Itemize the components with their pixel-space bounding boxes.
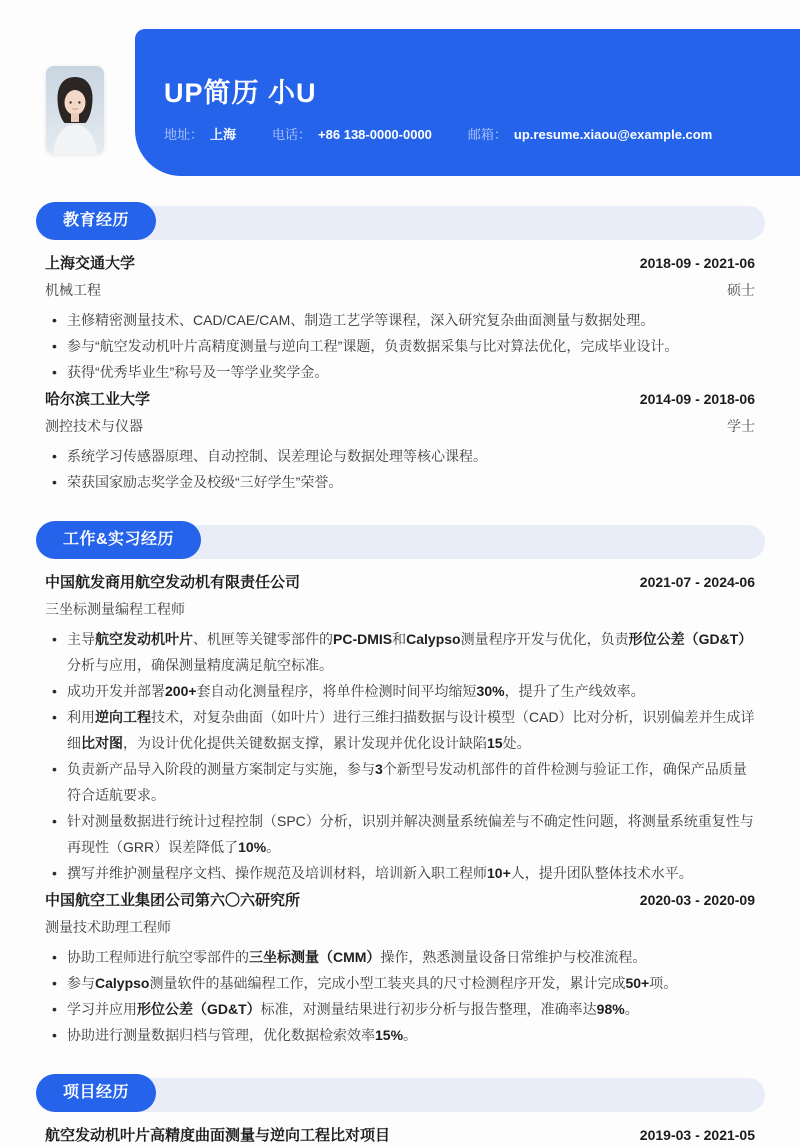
bullet-item: • 学习并应用形位公差（GD&T）标准，对测量结果进行初步分析与报告整理，准确率达98%。 [45, 996, 755, 1022]
entry-degree: 学士 [727, 418, 755, 434]
entry-sub-row [45, 599, 755, 619]
portrait-illustration [46, 66, 104, 154]
bullet-list [45, 944, 755, 1048]
bullet-item: • 荣获国家励志奖学金及校级“三好学生”荣誉。 [45, 469, 755, 495]
address-label: 地址： [164, 127, 204, 142]
email-value: up.resume.xiaou@example.com [513, 127, 713, 142]
bullet-item: • 获得“优秀毕业生”称号及一等学业奖学金。 [45, 359, 755, 385]
bullet-list [45, 626, 755, 886]
entry-title: 航空发动机叶片高精度曲面测量与逆向工程比对项目 [45, 1127, 391, 1144]
bullet-item: • 协助进行测量数据归档与管理，优化数据检索效率15%。 [45, 1022, 755, 1048]
entry-subtitle: 测量技术助理工程师 [45, 919, 171, 935]
entry [45, 890, 755, 1048]
entry-subtitle: 测控技术与仪器 [45, 418, 143, 434]
entry-header-row [45, 389, 755, 410]
entry [45, 389, 755, 495]
bullet-item: • 主修精密测量技术、CAD/CAE/CAM、制造工艺学等课程，深入研究复杂曲面测量与数据处理。 [45, 307, 755, 333]
entry-header-row [45, 253, 755, 274]
phone-value: +86 138-0000-0000 [318, 127, 432, 142]
section-entries [45, 253, 755, 495]
entry-degree: 硕士 [727, 282, 755, 298]
contact-address [164, 126, 236, 143]
entry-header-row [45, 1125, 755, 1146]
entry-date: 2019-03 - 2021-05 [639, 1127, 755, 1143]
entry-title: 中国航空工业集团公司第六〇六研究所 [45, 892, 301, 909]
entry-date: 2018-09 - 2021-06 [639, 255, 755, 271]
bullet-item: • 成功开发并部署200+套自动化测量程序，将单件检测时间平均缩短30%，提升了生产线效率。 [45, 678, 755, 704]
contact-phone [272, 126, 432, 143]
section-entries [45, 572, 755, 1048]
bullet-item: • 针对测量数据进行统计过程控制（SPC）分析，识别并解决测量系统偏差与不确定性问题，将测量系统重复性与再现性（GRR）误差降低了10%。 [45, 808, 755, 860]
bullet-item: • 利用逆向工程技术，对复杂曲面（如叶片）进行三维扫描数据与设计模型（CAD）比对分析，识别偏差并生成详细比对图，为设计优化提供关键数据支撑，累计发现并优化设计缺陷15处。 [45, 704, 755, 756]
bullet-item: • 参与“航空发动机叶片高精度测量与逆向工程”课题，负责数据采集与比对算法优化，完成毕业设计。 [45, 333, 755, 359]
entry [45, 572, 755, 886]
entry-sub-row [45, 416, 755, 436]
resume-section [0, 202, 800, 495]
bullet-item: • 协助工程师进行航空零部件的三坐标测量（CMM）操作，熟悉测量设备日常维护与校准流程。 [45, 944, 755, 970]
bullet-item: • 主导航空发动机叶片、机匣等关键零部件的PC-DMIS和Calypso测量程序开发与优化，负责形位公差（GD&T）分析与应用，确保测量精度满足航空标准。 [45, 626, 755, 678]
resume-section [0, 521, 800, 1048]
address-value: 上海 [210, 127, 237, 142]
entry-subtitle: 机械工程 [45, 282, 101, 298]
entry-subtitle: 三坐标测量编程工程师 [45, 601, 185, 617]
entry-date: 2020-03 - 2020-09 [639, 892, 755, 908]
entry-sub-row [45, 280, 755, 300]
profile-photo [46, 66, 104, 154]
phone-label: 电话： [272, 127, 312, 142]
entry-sub-row [45, 917, 755, 937]
entry [45, 253, 755, 385]
bullet-list [45, 443, 755, 495]
resume-section [0, 1074, 800, 1146]
entry-title: 上海交通大学 [45, 255, 136, 272]
bullet-item: • 参与Calypso测量软件的基础编程工作，完成小型工装夹具的尺寸检测程序开发，累计完成50+项。 [45, 970, 755, 996]
section-title-pill: 工作&实习经历 [36, 521, 201, 559]
bullet-list [45, 307, 755, 385]
entry-date: 2014-09 - 2018-06 [639, 391, 755, 407]
entry-header-row [45, 572, 755, 593]
section-entries [45, 1125, 755, 1146]
entry-title: 哈尔滨工业大学 [45, 391, 151, 408]
sections [0, 176, 800, 1146]
section-title-pill: 项目经历 [36, 1074, 156, 1112]
section-header [36, 1074, 765, 1112]
email-label: 邮箱： [467, 127, 507, 142]
entry-title: 中国航发商用航空发动机有限责任公司 [45, 574, 301, 591]
contact-row [164, 126, 780, 143]
entry-header-row [45, 890, 755, 911]
bullet-item: • 负责新产品导入阶段的测量方案制定与实施，参与3个新型号发动机部件的首件检测与验证工作，确保产品质量符合适航要求。 [45, 756, 755, 808]
bullet-item: • 撰写并维护测量程序文档、操作规范及培训材料，培训新入职工程师10+人，提升团队整体技术水平。 [45, 860, 755, 886]
section-title-pill: 教育经历 [36, 202, 156, 240]
contact-email [468, 126, 712, 143]
bullet-item: • 系统学习传感器原理、自动控制、误差理论与数据处理等核心课程。 [45, 443, 755, 469]
entry [45, 1125, 755, 1146]
section-header [36, 521, 765, 559]
entry-date: 2021-07 - 2024-06 [639, 574, 755, 590]
section-header [36, 202, 765, 240]
name-title: UP简历 小U [164, 78, 317, 108]
header-banner [135, 29, 800, 176]
